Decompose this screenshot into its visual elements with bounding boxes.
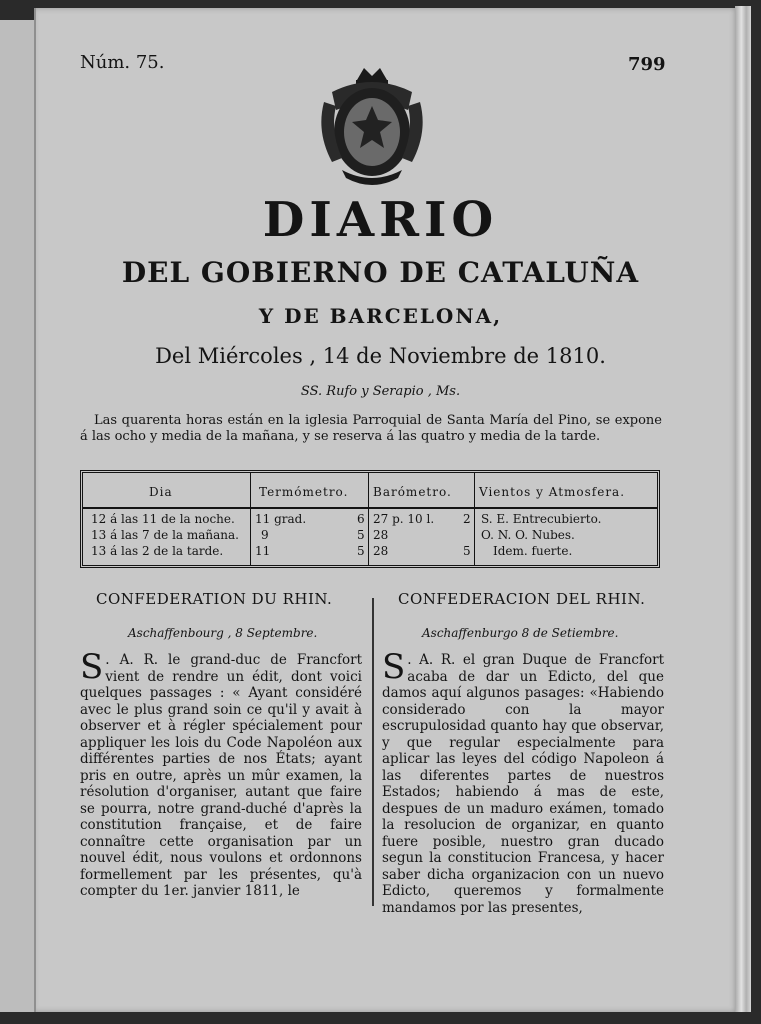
table-cell: 2 — [463, 512, 471, 526]
left-page-edge — [0, 20, 34, 1012]
masthead-subtitle-2: Y DE BARCELONA, — [258, 304, 503, 328]
masthead-title: DIARIO — [262, 192, 499, 248]
table-cell: 5 — [357, 528, 365, 542]
header-dia: Dia — [149, 485, 173, 499]
table-cell: 9 — [261, 528, 269, 542]
table-cell: 28 — [373, 528, 389, 542]
spanish-dropcap: S — [382, 647, 406, 687]
table-cell: 27 p. 10 l. — [373, 512, 435, 526]
saints-line: SS. Rufo y Serapio , Ms. — [300, 384, 461, 399]
coat-of-arms-icon — [312, 62, 432, 192]
french-dropcap: S — [80, 647, 104, 687]
page-stack-edge — [735, 6, 751, 1012]
forty-hours-notice: Las quarenta horas están en la iglesia Parroquial de Santa María del Pino, se expone á las ocho y media de la mañana, y se reserva á las quatro y media de la tarde. — [80, 413, 662, 444]
table-cell: 11 — [255, 544, 271, 558]
french-body: . A. R. le grand-duc de Francfort vient de rendre un édit, dont voici quelques passages : « Ayant considéré avec le plus grand soin ce qu'il y avait à observer et à régler spécialement pour appliquer les lois du Code Napoléon aux différentes parties de nos États; ayant pris en outre, après un mûr examen, la résolution d'organiser, autant que faire se pourra, notre grand-duché d'après la constitution française, et de faire connaître cette organisation par un nouvel édit, nous voulons et ordonnons formellement par les présentes, qu'à compter du 1er. janvier 1811, le — [80, 652, 362, 899]
table-cell: 12 á las 11 de la noche. — [91, 512, 235, 526]
spanish-body: . A. R. el gran Duque de Francfort acaba de dar un Edicto, del que damos aquí algunos pasages: «Habiendo considerado con la mayor escrupulosidad quanto hay que observar, y que regular especialmente para aplicar las leyes del código Napoleon á las diferentes partes de nuestros Estados; habiendo á mas de este, despues de un maduro exámen, tomado la resolucion de organizar, en quanto fuere posible, nuestro gran ducado segun la constitucion Francesa, y hacer saber dicha organizacion con un nuevo Edicto, queremos y formalmente mandamos por las presentes, — [382, 652, 664, 916]
spanish-dateline: Aschaffenburgo 8 de Setiembre. — [422, 626, 619, 640]
header-vientos: Vientos y Atmosfera. — [479, 485, 626, 499]
table-cell: O. N. O. Nubes. — [481, 528, 575, 542]
issue-date: Del Miércoles , 14 de Noviembre de 1810. — [155, 344, 606, 368]
french-heading: CONFEDERATION DU RHIN. — [96, 590, 333, 608]
table-cell: Idem. fuerte. — [493, 544, 573, 558]
french-article — [80, 647, 362, 900]
table-cell: 6 — [357, 512, 365, 526]
weather-table — [80, 470, 660, 568]
spanish-article — [382, 647, 664, 916]
table-cell: 13 á las 7 de la mañana. — [91, 528, 239, 542]
page-number: 799 — [628, 54, 666, 75]
table-cell: 5 — [463, 544, 471, 558]
french-dateline: Aschaffenbourg , 8 Septembre. — [128, 626, 318, 640]
header-termometro: Termómetro. — [259, 485, 349, 499]
table-cell: 28 — [373, 544, 389, 558]
table-cell: 5 — [357, 544, 365, 558]
issue-number: Núm. 75. — [80, 52, 165, 73]
column-divider — [372, 598, 374, 906]
header-barometro: Barómetro. — [373, 485, 452, 499]
table-cell: S. E. Entrecubierto. — [481, 512, 602, 526]
table-cell: 13 á las 2 de la tarde. — [91, 544, 224, 558]
spanish-heading: CONFEDERACION DEL RHIN. — [398, 590, 646, 608]
masthead-subtitle: DEL GOBIERNO DE CATALUÑA — [121, 256, 640, 289]
table-cell: 11 grad. — [255, 512, 307, 526]
